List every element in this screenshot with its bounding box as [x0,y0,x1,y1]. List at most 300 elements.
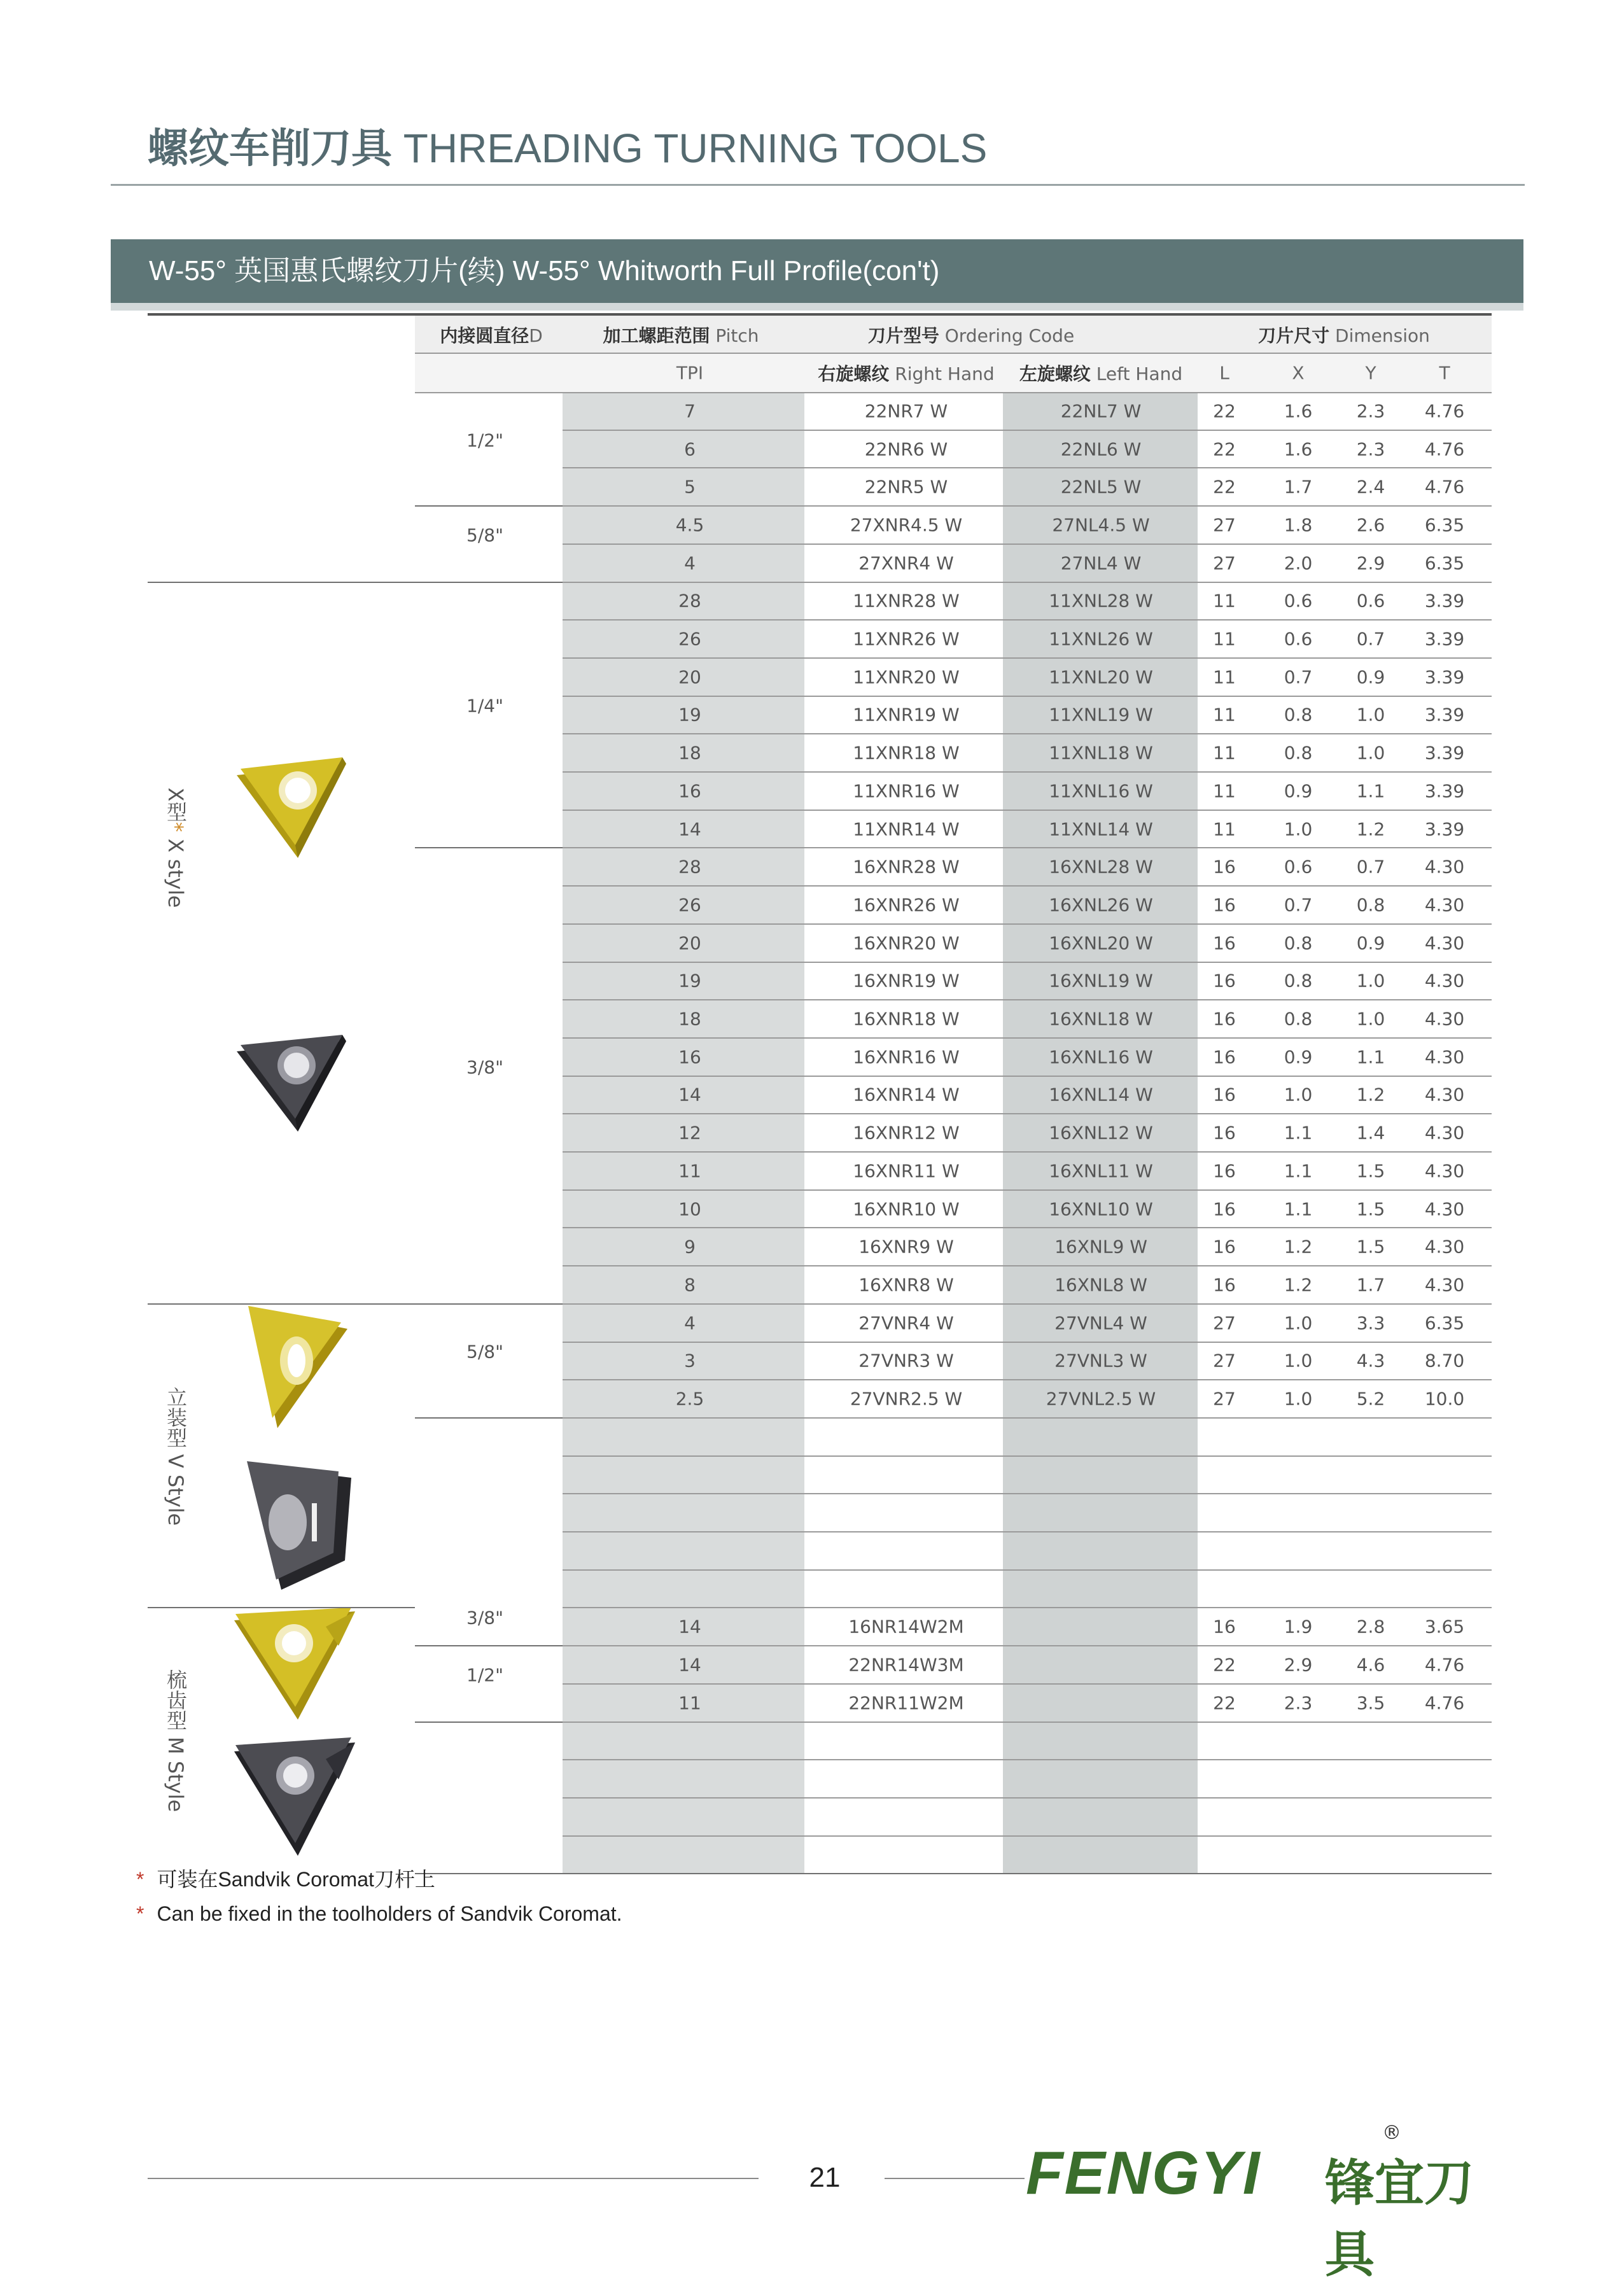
cell-T: 4.76 [1424,476,1465,498]
row-divider [563,810,1492,811]
cell-Y: 5.2 [1356,1388,1385,1410]
row-divider [563,1493,1492,1494]
cell-X: 1.0 [1284,1350,1313,1371]
cell-tpi: 19 [678,704,701,726]
cell-Y: 1.0 [1356,742,1385,764]
footnote-cn: * 可装在Sandvik Coromat刀杆上 [136,1868,435,1891]
cell-tpi: 8 [684,1274,696,1296]
cell-Y: 1.0 [1356,970,1385,992]
v-style-insert-dark-icon [243,1459,358,1592]
cell-X: 0.6 [1284,628,1313,650]
section-band-shadow [111,303,1523,311]
cell-right-hand-code: 16XNR8 W [858,1274,954,1296]
style-group-label: 梳齿型 M Style [164,1669,188,1813]
cell-right-hand-code: 22NR14W3M [848,1654,964,1676]
cell-Y: 2.4 [1356,476,1385,498]
cell-right-hand-code: 16XNR11 W [853,1160,960,1182]
cell-Y: 2.3 [1356,400,1385,422]
cell-tpi: 14 [678,818,701,840]
m-style-insert-dark-icon [230,1737,358,1858]
row-divider [563,1189,1492,1191]
cell-right-hand-code: 16XNR26 W [853,894,960,916]
cell-right-hand-code: 16XNR20 W [853,932,960,954]
row-divider [563,999,1492,1000]
cell-X: 2.0 [1284,552,1313,574]
cell-X: 1.6 [1284,438,1313,460]
cell-left-hand-code: 27NL4 W [1060,552,1142,574]
row-divider [563,543,1492,545]
cell-tpi: 4.5 [675,514,704,536]
style-group-divider [148,582,415,583]
cell-tpi: 18 [678,1008,701,1030]
brand-logo-cn: 锋宜刀具 [1325,2155,1474,2283]
cell-left-hand-code: 27VNL3 W [1054,1350,1147,1371]
cell-L: 27 [1213,514,1236,536]
cell-T: 4.30 [1424,1084,1465,1105]
cell-X: 2.3 [1284,1692,1313,1714]
cell-tpi: 12 [678,1122,701,1144]
cell-T: 3.65 [1424,1616,1465,1637]
cell-left-hand-code: 22NL7 W [1060,400,1142,422]
cell-T: 8.70 [1424,1350,1465,1371]
cell-tpi: 16 [678,1046,701,1068]
cell-X: 1.6 [1284,400,1313,422]
cell-T: 4.76 [1424,1654,1465,1676]
row-divider [563,1417,1492,1419]
row-divider [563,1455,1492,1457]
cell-T: 3.39 [1424,780,1465,802]
cell-left-hand-code: 27VNL2.5 W [1046,1388,1156,1410]
cell-T: 4.30 [1424,1274,1465,1296]
cell-X: 0.8 [1284,932,1313,954]
cell-L: 27 [1213,552,1236,574]
cell-L: 11 [1213,666,1236,688]
cell-L: 22 [1213,1692,1236,1714]
cell-L: 16 [1213,1046,1236,1068]
cell-L: 22 [1213,400,1236,422]
cell-tpi: 4 [684,552,696,574]
cell-tpi: 19 [678,970,701,992]
m-style-insert-gold-icon [230,1608,358,1722]
style-group-divider [148,1303,415,1305]
cell-L: 16 [1213,1008,1236,1030]
cell-Y: 0.6 [1356,590,1385,612]
cell-L: 11 [1213,590,1236,612]
cell-tpi: 11 [678,1160,701,1182]
row-divider [563,467,1492,468]
row-divider [563,1076,1492,1077]
cell-X: 1.0 [1284,1388,1313,1410]
cell-L: 16 [1213,1274,1236,1296]
section-band: W-55° 英国惠氏螺纹刀片(续) W-55° Whitworth Full Profile(con't) [111,239,1523,303]
cell-T: 4.30 [1424,1236,1465,1258]
cell-X: 0.6 [1284,856,1313,878]
diameter-group-divider [415,1417,563,1419]
cell-Y: 2.8 [1356,1616,1385,1637]
header-tpi: TPI [676,362,704,384]
cell-X: 2.9 [1284,1654,1313,1676]
cell-left-hand-code: 11XNL16 W [1049,780,1153,802]
cell-right-hand-code: 11XNR20 W [853,666,960,688]
page-title-en: THREADING TURNING TOOLS [403,125,988,171]
cell-tpi: 3 [684,1350,696,1371]
diameter-group-label: 1/2" [466,430,503,451]
footer-rule-left [148,2178,759,2179]
row-divider [563,1379,1492,1380]
cell-L: 11 [1213,704,1236,726]
cell-L: 16 [1213,932,1236,954]
cell-T: 6.35 [1424,514,1465,536]
cell-tpi: 18 [678,742,701,764]
row-divider [563,619,1492,621]
row-divider [563,733,1492,734]
cell-X: 1.2 [1284,1236,1313,1258]
cell-right-hand-code: 22NR6 W [864,438,948,460]
cell-tpi: 26 [678,894,701,916]
row-divider [563,657,1492,659]
cell-right-hand-code: 22NR7 W [864,400,948,422]
cell-L: 16 [1213,1236,1236,1258]
row-divider [563,1722,1492,1723]
cell-left-hand-code: 16XNL11 W [1049,1160,1153,1182]
ordering-table [148,313,1492,1874]
cell-X: 0.8 [1284,742,1313,764]
page-title-cn: 螺纹车削刀具 [148,125,392,172]
cell-right-hand-code: 27XNR4.5 W [850,514,963,536]
cell-X: 0.7 [1284,666,1313,688]
cell-Y: 1.5 [1356,1198,1385,1220]
cell-right-hand-code: 16XNR9 W [858,1236,954,1258]
diameter-group-label: 5/8" [466,1341,503,1363]
cell-Y: 1.4 [1356,1122,1385,1144]
cell-X: 0.7 [1284,894,1313,916]
page-number: 21 [809,2162,841,2193]
row-divider [563,1683,1492,1685]
cell-T: 10.0 [1424,1388,1465,1410]
cell-Y: 1.0 [1356,704,1385,726]
cell-L: 16 [1213,1616,1236,1637]
cell-T: 4.30 [1424,970,1465,992]
header-left-hand: 左旋螺纹 Left Hand [1019,363,1183,384]
header-right-hand: 右旋螺纹 Right Hand [818,363,995,384]
cell-right-hand-code: 16XNR28 W [853,856,960,878]
cell-tpi: 2.5 [675,1388,704,1410]
brand-logo-en: FENGYI [1026,2139,1261,2207]
cell-T: 3.39 [1424,742,1465,764]
cell-tpi: 26 [678,628,701,650]
cell-right-hand-code: 27XNR4 W [858,552,954,574]
cell-Y: 3.5 [1356,1692,1385,1714]
cell-L: 22 [1213,1654,1236,1676]
row-divider [563,1037,1492,1039]
cell-Y: 1.2 [1356,1084,1385,1105]
row-divider [563,1607,1492,1608]
header-Y: Y [1365,362,1376,384]
cell-right-hand-code: 16XNR10 W [853,1198,960,1220]
cell-Y: 2.6 [1356,514,1385,536]
cell-right-hand-code: 11XNR26 W [853,628,960,650]
cell-left-hand-code: 22NL5 W [1060,476,1142,498]
row-divider [563,1265,1492,1266]
cell-T: 3.39 [1424,704,1465,726]
cell-L: 16 [1213,1122,1236,1144]
cell-tpi: 28 [678,590,701,612]
diameter-group-divider [415,1645,563,1646]
cell-left-hand-code: 27VNL4 W [1054,1312,1147,1334]
row-divider [563,1835,1492,1837]
cell-Y: 0.7 [1356,856,1385,878]
cell-right-hand-code: 27VNR3 W [858,1350,954,1371]
cell-left-hand-code: 11XNL26 W [1049,628,1153,650]
cell-L: 22 [1213,476,1236,498]
footnotes [136,1862,622,1931]
row-divider [563,1531,1492,1532]
cell-right-hand-code: 16XNR14 W [853,1084,960,1105]
row-divider [563,1303,1492,1305]
x-style-insert-dark-icon [234,1030,349,1138]
header-T: T [1439,362,1450,384]
cell-left-hand-code: 16XNL16 W [1049,1046,1153,1068]
cell-T: 4.76 [1424,400,1465,422]
cell-T: 3.39 [1424,628,1465,650]
cell-right-hand-code: 16XNR18 W [853,1008,960,1030]
row-divider [563,923,1492,925]
cell-left-hand-code: 11XNL28 W [1049,590,1153,612]
cell-left-hand-code: 16XNL8 W [1054,1274,1147,1296]
cell-right-hand-code: 11XNR19 W [853,704,960,726]
cell-Y: 0.8 [1356,894,1385,916]
cell-tpi: 4 [684,1312,696,1334]
cell-Y: 1.5 [1356,1236,1385,1258]
row-divider [563,430,1492,431]
cell-tpi: 14 [678,1084,701,1105]
row-divider [563,1227,1492,1228]
cell-tpi: 14 [678,1616,701,1637]
cell-T: 4.30 [1424,1122,1465,1144]
cell-L: 16 [1213,1160,1236,1182]
header-dimension: 刀片尺寸 Dimension [1258,325,1430,346]
diameter-group-divider [415,1722,563,1723]
cell-L: 16 [1213,894,1236,916]
cell-X: 1.1 [1284,1160,1313,1182]
diameter-group-label: 5/8" [466,524,503,546]
cell-left-hand-code: 16XNL19 W [1049,970,1153,992]
cell-tpi: 6 [684,438,696,460]
cell-X: 0.9 [1284,780,1313,802]
row-divider [563,1151,1492,1153]
cell-L: 16 [1213,856,1236,878]
diameter-group-divider [415,582,563,583]
row-divider [563,885,1492,887]
cell-tpi: 11 [678,1692,701,1714]
diameter-group-divider [415,505,563,507]
cell-tpi: 14 [678,1654,701,1676]
cell-T: 4.30 [1424,894,1465,916]
cell-T: 4.30 [1424,1008,1465,1030]
cell-T: 4.76 [1424,438,1465,460]
cell-right-hand-code: 11XNR28 W [853,590,960,612]
cell-X: 0.8 [1284,1008,1313,1030]
cell-T: 3.39 [1424,666,1465,688]
cell-X: 1.2 [1284,1274,1313,1296]
cell-right-hand-code: 16XNR19 W [853,970,960,992]
header-mid-rule [415,353,1492,354]
cell-left-hand-code: 16XNL14 W [1049,1084,1153,1105]
cell-L: 11 [1213,780,1236,802]
row-divider [563,1759,1492,1760]
cell-T: 4.30 [1424,1046,1465,1068]
cell-X: 0.9 [1284,1046,1313,1068]
cell-Y: 0.7 [1356,628,1385,650]
cell-Y: 4.6 [1356,1654,1385,1676]
cell-Y: 1.7 [1356,1274,1385,1296]
cell-L: 11 [1213,742,1236,764]
cell-T: 6.35 [1424,552,1465,574]
cell-left-hand-code: 16XNL12 W [1049,1122,1153,1144]
cell-left-hand-code: 22NL6 W [1060,438,1142,460]
cell-left-hand-code: 16XNL20 W [1049,932,1153,954]
cell-L: 22 [1213,438,1236,460]
cell-T: 6.35 [1424,1312,1465,1334]
cell-X: 1.0 [1284,1312,1313,1334]
cell-T: 4.30 [1424,856,1465,878]
cell-tpi: 20 [678,666,701,688]
cell-X: 1.0 [1284,1084,1313,1105]
header-bottom-rule [415,392,1492,393]
header-ordering-code: 刀片型号 Ordering Code [867,325,1075,346]
diameter-group-label: 3/8" [466,1056,503,1078]
row-divider [563,1342,1492,1343]
header-pitch: 加工螺距范围 Pitch [603,325,759,346]
cell-L: 11 [1213,818,1236,840]
v-style-insert-gold-icon [239,1303,354,1431]
cell-T: 4.30 [1424,1198,1465,1220]
cell-right-hand-code: 11XNR16 W [853,780,960,802]
cell-left-hand-code: 11XNL20 W [1049,666,1153,688]
cell-X: 0.8 [1284,970,1313,992]
cell-left-hand-code: 16XNL9 W [1054,1236,1147,1258]
cell-Y: 1.1 [1356,780,1385,802]
header-X: X [1292,362,1305,384]
diameter-group-label: 1/4" [466,695,503,717]
cell-tpi: 20 [678,932,701,954]
x-style-insert-gold-icon [234,750,349,864]
cell-Y: 2.3 [1356,438,1385,460]
diameter-group-label: 1/2" [466,1664,503,1686]
cell-left-hand-code: 16XNL18 W [1049,1008,1153,1030]
cell-X: 1.1 [1284,1198,1313,1220]
cell-L: 27 [1213,1312,1236,1334]
cell-left-hand-code: 16XNL10 W [1049,1198,1153,1220]
cell-X: 1.0 [1284,818,1313,840]
cell-L: 27 [1213,1350,1236,1371]
row-divider [563,1113,1492,1114]
cell-T: 4.76 [1424,1692,1465,1714]
diameter-group-divider [415,1303,563,1305]
cell-Y: 1.0 [1356,1008,1385,1030]
cell-tpi: 7 [684,400,696,422]
cell-right-hand-code: 16XNR16 W [853,1046,960,1068]
cell-left-hand-code: 11XNL19 W [1049,704,1153,726]
cell-Y: 1.5 [1356,1160,1385,1182]
cell-Y: 1.2 [1356,818,1385,840]
cell-T: 4.30 [1424,932,1465,954]
cell-Y: 2.9 [1356,552,1385,574]
cell-T: 4.30 [1424,1160,1465,1182]
footnote-en: * Can be fixed in the toolholders of Sandvik Coromat. [136,1902,622,1925]
header-diameter: 内接圆直径D [440,325,543,346]
cell-tpi: 9 [684,1236,696,1258]
cell-Y: 1.1 [1356,1046,1385,1068]
cell-L: 16 [1213,1084,1236,1105]
cell-tpi: 28 [678,856,701,878]
cell-L: 16 [1213,1198,1236,1220]
brand-logo [1026,2122,1497,2283]
row-divider [563,582,1492,583]
cell-left-hand-code: 16XNL28 W [1049,856,1153,878]
cell-right-hand-code: 27VNR4 W [858,1312,954,1334]
cell-Y: 0.9 [1356,932,1385,954]
row-divider [563,771,1492,773]
row-divider [563,847,1492,848]
diameter-group-label: 3/8" [466,1607,503,1629]
footer-rule-right [885,2178,1025,2179]
row-divider [563,1797,1492,1799]
cell-left-hand-code: 11XNL18 W [1049,742,1153,764]
cell-X: 1.1 [1284,1122,1313,1144]
row-divider [563,962,1492,963]
cell-tpi: 5 [684,476,696,498]
cell-right-hand-code: 11XNR14 W [853,818,960,840]
cell-X: 1.9 [1284,1616,1313,1637]
cell-right-hand-code: 16XNR12 W [853,1122,960,1144]
row-divider [563,505,1492,507]
cell-X: 0.6 [1284,590,1313,612]
cell-right-hand-code: 22NR11W2M [848,1692,964,1714]
header-L: L [1219,362,1229,384]
cell-right-hand-code: 16NR14W2M [848,1616,964,1637]
cell-X: 1.8 [1284,514,1313,536]
style-group-label: 立装型 V Style [164,1386,188,1525]
cell-Y: 0.9 [1356,666,1385,688]
cell-Y: 3.3 [1356,1312,1385,1334]
cell-left-hand-code: 16XNL26 W [1049,894,1153,916]
cell-right-hand-code: 11XNR18 W [853,742,960,764]
row-divider [563,1645,1492,1646]
cell-X: 0.8 [1284,704,1313,726]
cell-tpi: 16 [678,780,701,802]
diameter-group-divider [415,847,563,848]
cell-L: 11 [1213,628,1236,650]
row-divider [563,1569,1492,1571]
cell-Y: 4.3 [1356,1350,1385,1371]
style-group-label: X型* X style [164,787,188,908]
registered-mark: ® [1382,2122,1401,2144]
cell-L: 27 [1213,1388,1236,1410]
cell-right-hand-code: 22NR5 W [864,476,948,498]
title-divider [111,184,1525,186]
cell-T: 3.39 [1424,590,1465,612]
style-group-divider [148,1607,415,1608]
cell-X: 1.7 [1284,476,1313,498]
cell-right-hand-code: 27VNR2.5 W [850,1388,963,1410]
cell-left-hand-code: 11XNL14 W [1049,818,1153,840]
row-divider [563,696,1492,697]
page-title [148,116,987,174]
cell-tpi: 10 [678,1198,701,1220]
cell-T: 3.39 [1424,818,1465,840]
cell-L: 16 [1213,970,1236,992]
